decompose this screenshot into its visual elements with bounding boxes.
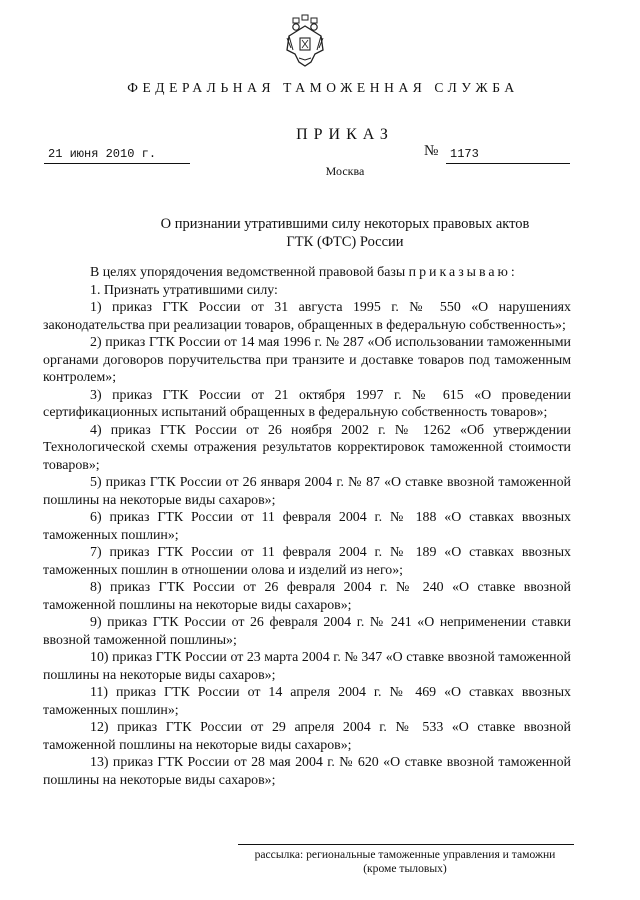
footer-divider	[238, 844, 574, 845]
list-item: 3) приказ ГТК России от 21 октября 1997 г. № 615 «О проведении сертификационных испытаний обращенных в федеральную собственность товаров»;	[43, 387, 571, 420]
list-item: 1) приказ ГТК России от 31 августа 1995 г. № 550 «О нарушениях законодательства при реализации товаров, обращенных в федеральную собственность»;	[43, 300, 571, 333]
distribution-line-2: (кроме тыловых)	[363, 862, 447, 875]
list-item: 9) приказ ГТК России от 26 февраля 2004 г. № 241 «О неприменении ставки ввозной таможенной пошлины»;	[43, 615, 571, 648]
document-body	[43, 264, 571, 789]
list-item: 4) приказ ГТК России от 26 ноября 2002 г. № 1262 «Об утверждении Технологической схемы отражения результатов корректировок таможенной стоимости товаров»;	[43, 422, 571, 473]
title-line-1: О признании утратившими силу некоторых правовых актов	[160, 216, 530, 232]
list-item: 13) приказ ГТК России от 28 мая 2004 г. № 620 «О ставке ввозной таможенной пошлины на некоторые виды сахаров»;	[43, 755, 571, 788]
list-item: 2) приказ ГТК России от 14 мая 1996 г. № 287 «Об использовании таможенными органами договоров поручительства при транзите и доставке товаров под таможенным контролем»;	[43, 335, 571, 385]
number-sign: №	[424, 143, 439, 159]
intro-order-word: приказываю:	[408, 265, 518, 280]
list-item: 10) приказ ГТК России от 23 марта 2004 г. № 347 «О ставке ввозной таможенной пошлины на некоторые виды сахаров»;	[43, 650, 571, 683]
order-number: 1173	[446, 146, 570, 164]
intro-text: В целях упорядочения ведомственной правовой базы	[90, 265, 406, 280]
list-item: 8) приказ ГТК России от 26 февраля 2004 г. № 240 «О ставке ввозной таможенной пошлины на некоторые виды сахаров»;	[43, 580, 571, 613]
list-item: 11) приказ ГТК России от 14 апреля 2004 г. № 469 «О ставках ввозных таможенных пошлин»;	[43, 685, 571, 718]
intro-paragraph	[43, 264, 571, 282]
title-line-2: ГТК (ФТС) России	[286, 234, 404, 250]
city: Москва	[325, 164, 365, 178]
document-type: ПРИКАЗ	[296, 126, 394, 143]
distribution-note	[232, 848, 578, 876]
document-title	[0, 215, 640, 251]
lead-paragraph: 1. Признать утратившими силу:	[90, 282, 278, 298]
list-item: 12) приказ ГТК России от 29 апреля 2004 г. № 533 «О ставке ввозной таможенной пошлины на некоторые виды сахаров»;	[43, 720, 571, 753]
double-headed-eagle-emblem-icon	[285, 14, 325, 68]
list-item: 5) приказ ГТК России от 26 января 2004 г. № 87 «О ставке ввозной таможенной пошлины на некоторые виды сахаров»;	[43, 475, 571, 508]
distribution-line-1: рассылка: региональные таможенные управления и таможни	[254, 848, 556, 861]
agency-name: ФЕДЕРАЛЬНАЯ ТАМОЖЕННАЯ СЛУЖБА	[127, 80, 519, 95]
list-item: 6) приказ ГТК России от 11 февраля 2004 г. № 188 «О ставках ввозных таможенных пошлин»;	[43, 510, 571, 543]
order-date: 21 июня 2010 г.	[44, 146, 190, 164]
list-item: 7) приказ ГТК России от 11 февраля 2004 г. № 189 «О ставках ввозных таможенных пошлин в отношении олова и изделий из него»;	[43, 545, 571, 578]
